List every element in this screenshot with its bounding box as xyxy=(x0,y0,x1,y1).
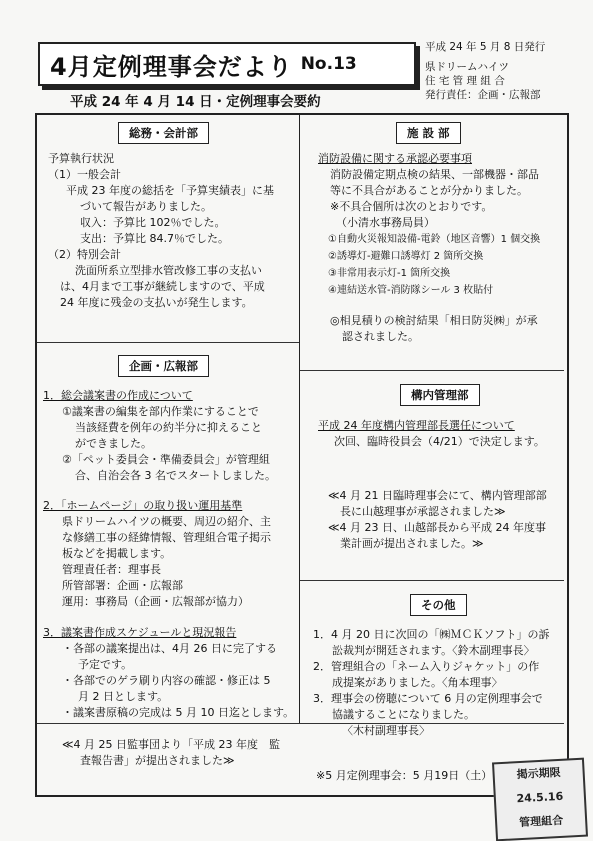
sonota-text: 2．管理組合の「ネーム入りジャケット」の作 xyxy=(313,660,540,673)
soumu-text: は、4月まで工事が継続しますので、平成 xyxy=(60,280,265,293)
kounai-title: 平成 24 年度構内管理部長選任について xyxy=(318,419,515,432)
publication-info xyxy=(425,40,545,102)
section-divider-right-2 xyxy=(300,580,564,581)
column-divider xyxy=(299,113,300,723)
kounai-text: 次回、臨時役員会（4/21）で決定します。 xyxy=(334,435,545,448)
kikaku-text: 県ドリームハイツの概要、周辺の紹介、主 xyxy=(62,515,271,528)
shisetsu-item-4: ④連結送水管-消防隊シール 3 枚貼付 xyxy=(328,285,494,296)
soumu-text: 洗面所系立型排水管改修工事の支払い xyxy=(75,264,262,277)
stamp-org: 管理組合 xyxy=(518,813,564,830)
soumu-special-heading: （2）特別会計 xyxy=(48,248,121,261)
kikaku-text: 当該経費を例年の約半分に抑えること xyxy=(75,421,262,434)
kikaku-text: な修繕工事の経緯情報、管理組合電子掲示 xyxy=(62,531,271,544)
publisher-org: 住 宅 管 理 組 合 xyxy=(425,75,505,87)
kikaku-text: 予定です。 xyxy=(78,658,133,671)
kounai-note: 業計画が提出されました。≫ xyxy=(340,537,484,550)
kikaku-text: 合、自治会各 3 名でスタートしました。 xyxy=(75,469,276,482)
meeting-subtitle: 平成 24 年 4 月 14 日・定例理事会要約 xyxy=(70,94,321,110)
sonota-text: 訟裁判が開廷されます。〈鈴木副理事長〉 xyxy=(332,644,535,657)
kikaku-text: ・各部でのゲラ刷り内容の確認・修正は 5 xyxy=(62,674,271,687)
soumu-income: 収入：予算比 102％でした。 xyxy=(80,216,226,229)
soumu-text: 24 年度に残金の支払いが発生します。 xyxy=(60,296,253,309)
shisetsu-text: 認されました。 xyxy=(342,330,419,343)
soumu-text: 平成 23 年度の総括を「予算実績表」に基 xyxy=(66,184,274,197)
kikaku-text: ②「ペット委員会・準備委員会」が管理組 xyxy=(62,453,270,466)
section-divider-bottom xyxy=(37,723,564,724)
kounai-note: ≪4 月 21 日臨時理事会にて、構内管理部部 xyxy=(328,489,547,502)
kounai-note: ≪4 月 23 日、山越部長から平成 24 年度事 xyxy=(328,521,546,534)
shisetsu-text: （小清水事務局員） xyxy=(336,216,435,229)
kikaku-text: 月 2 日とします。 xyxy=(78,690,169,703)
sonota-text: 3．理事会の傍聴について 6 月の定例理事会で xyxy=(313,692,543,705)
kikaku-manager: 管理責任者：理事長 xyxy=(62,563,161,576)
shisetsu-text: ※不具合個所は次のとおりです。 xyxy=(330,200,493,213)
kounai-note: 長に山越理事が承認されました≫ xyxy=(340,505,506,518)
kikaku-audit-note: ≪4 月 25 日監事団より「平成 23 年度 監 xyxy=(62,738,280,751)
section-divider-left xyxy=(37,342,299,343)
next-meeting-note: ※5 月定例理事会：5 月19日（土） xyxy=(316,769,493,782)
kikaku-text: ・各部の議案提出は、4月 26 日に完了する xyxy=(62,642,277,655)
editor-responsible: 発行責任：企画・広報部 xyxy=(425,89,541,101)
stamp-date: 24.5.16 xyxy=(516,789,564,806)
sonota-text: 〈木村副理事長〉 xyxy=(342,724,430,737)
section-header-kounai: 構内管理部 xyxy=(400,384,480,406)
issue-date: 平成 24 年 5 月 8 日発行 xyxy=(425,41,546,53)
kikaku-item-1-title: 1．総会議案書の作成について xyxy=(43,389,193,402)
sonota-text: 協議することになりました。 xyxy=(332,708,475,721)
sonota-text: 1．4 月 20 日に次回の「㈱ＭＣＫソフト」の訴 xyxy=(313,628,550,641)
section-divider-right-1 xyxy=(300,370,564,371)
issue-number: No.13 xyxy=(300,54,357,74)
kikaku-audit-note: 査報告書」が提出されました≫ xyxy=(80,754,235,767)
shisetsu-text: ◎相見積りの検討結果「相日防災㈱」が承 xyxy=(330,314,538,327)
sonota-text: 成提案がありました。〈角本理事〉 xyxy=(332,676,503,689)
kikaku-department: 所管部署：企画・広報部 xyxy=(62,579,183,592)
section-header-sonota: その他 xyxy=(410,594,467,616)
shisetsu-text: 消防設備定期点検の結果、一部機器・部品 xyxy=(330,168,539,181)
posting-deadline-stamp xyxy=(492,758,588,841)
shisetsu-item-1: ①自動火災報知設備-電鈴（地区音響）1 個交換 xyxy=(328,234,541,245)
shisetsu-item-2: ②誘導灯-避難口誘導灯 2 箇所交換 xyxy=(328,251,484,262)
shisetsu-title: 消防設備に関する承認必要事項 xyxy=(318,152,472,165)
section-header-kikaku: 企画・広報部 xyxy=(118,355,209,377)
section-header-shisetsu: 施 設 部 xyxy=(396,122,461,144)
publisher-name: 県ドリームハイツ xyxy=(425,61,509,73)
section-header-soumu: 総務・会計部 xyxy=(118,122,209,144)
kikaku-text: 板などを掲載します。 xyxy=(62,547,172,560)
soumu-budget-title: 予算執行状況 xyxy=(48,152,114,165)
newsletter-title-box xyxy=(38,42,416,86)
kikaku-text: ・議案書原稿の完成は 5 月 10 日迄とします。 xyxy=(62,706,295,719)
shisetsu-item-3: ③非常用表示灯-1 箇所交換 xyxy=(328,268,451,279)
soumu-text: づいて報告がありました。 xyxy=(80,200,212,213)
kikaku-text: ができました。 xyxy=(75,437,152,450)
soumu-expense: 支出：予算比 84.7％でした。 xyxy=(80,232,229,245)
stamp-label: 掲示期限 xyxy=(516,765,561,782)
kikaku-item-3-title: 3．議案書作成スケジュールと現況報告 xyxy=(43,626,237,639)
kikaku-item-2-title: 2．「ホームページ」の取り扱い運用基準 xyxy=(43,499,243,512)
newsletter-title: 4月定例理事会だより xyxy=(50,52,293,81)
soumu-general-heading: （1）一般会計 xyxy=(48,168,121,181)
kikaku-text: ①議案書の編集を部内作業にすることで xyxy=(62,405,259,418)
shisetsu-text: 等に不具合があることが分かりました。 xyxy=(330,184,528,197)
kikaku-operation: 運用：事務局（企画・広報部が協力） xyxy=(62,595,249,608)
